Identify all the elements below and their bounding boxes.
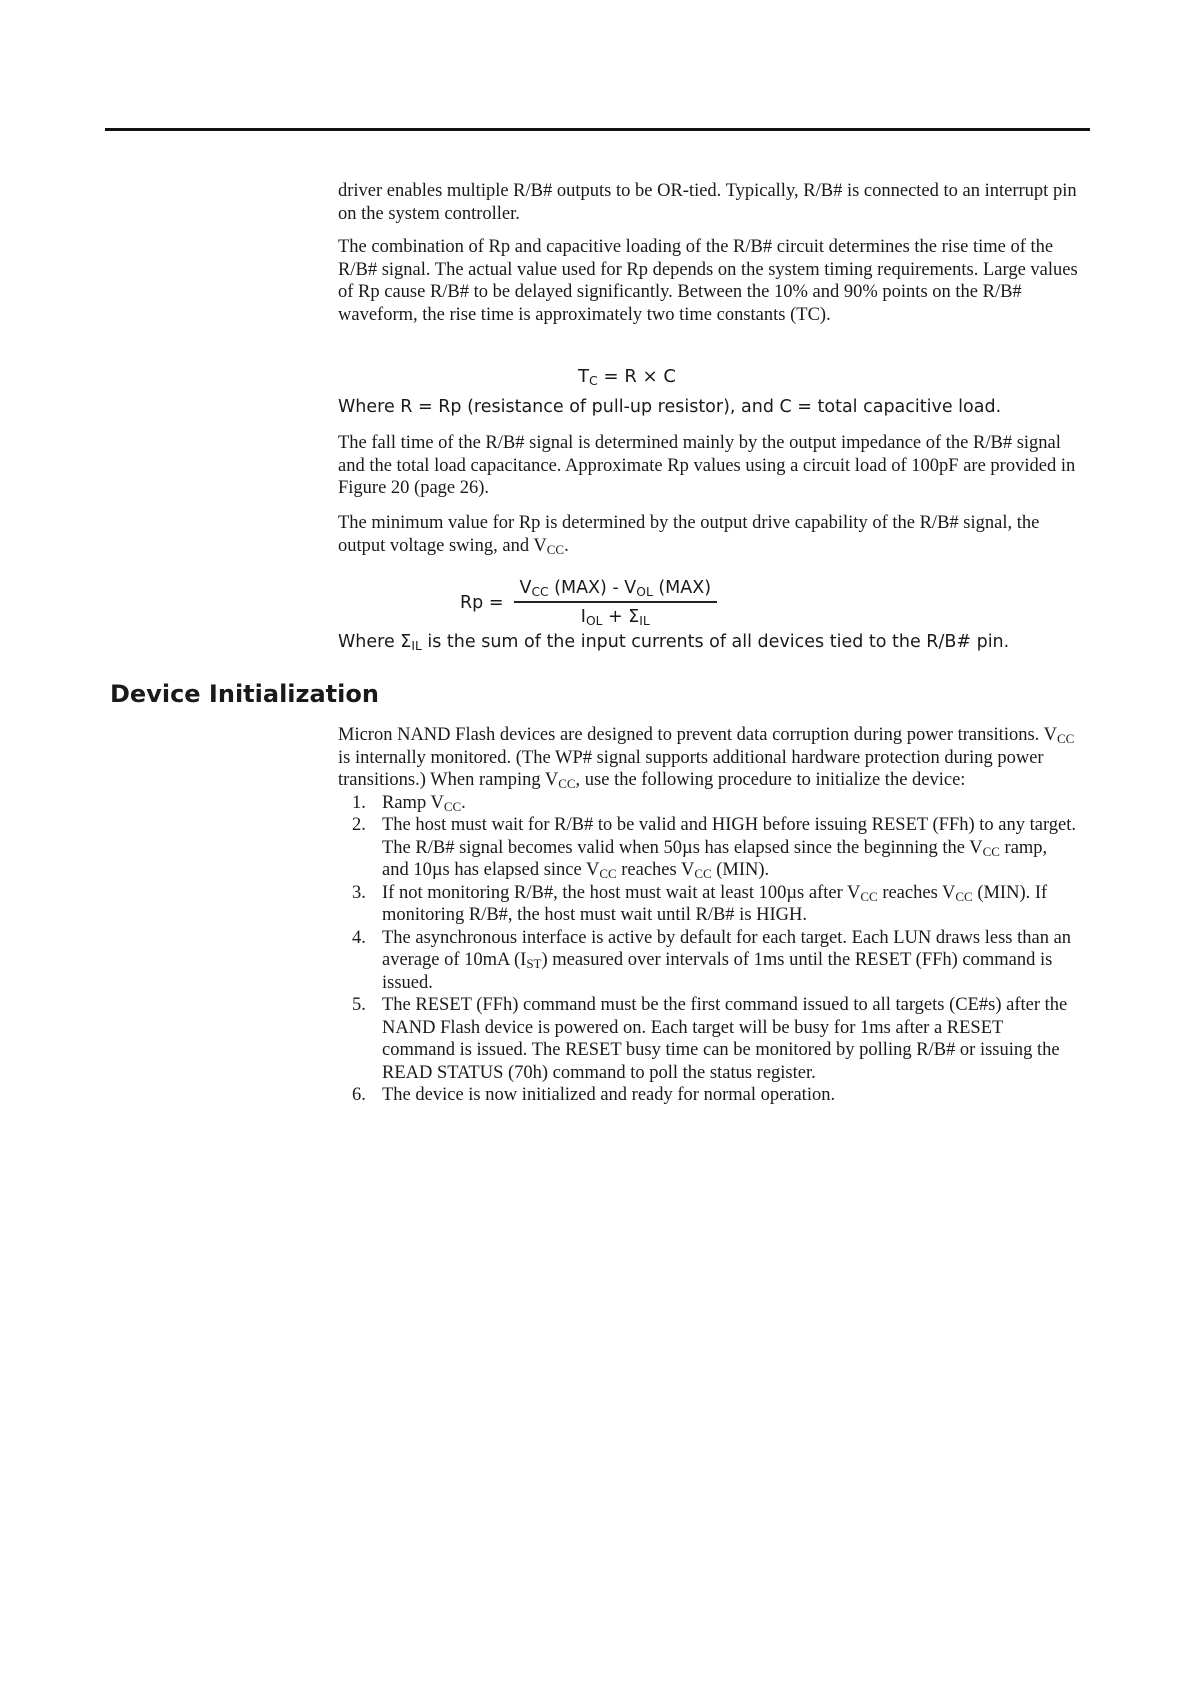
paragraph-fall-time: The fall time of the R/B# signal is determined mainly by the output impedance of the R/B# signal and the total load capacitance. Approximate Rp values using a circuit load of 100pF are provided in Figure 20 (page 26). bbox=[338, 433, 1076, 498]
rp-formula-denominator: $I_{OL} + \Sigma_{IL}$ bbox=[580, 607, 650, 629]
list-item: 6. The device is now initialized and ready for normal operation. bbox=[352, 1085, 836, 1105]
where-sigma-definition: Where $\Sigma_{IL}$ is the sum of the input currents of all devices tied to the R/B# pin. bbox=[338, 632, 1010, 654]
rp-formula-numerator: $V_{CC}$ $(MAX) - V_{OL}$ (MAX) bbox=[519, 578, 712, 600]
paragraph-initialization-intro: Micron NAND Flash devices are designed to prevent data corruption during power transitions. $V_{CC}$ is internally monitored. (The WP# signal supports additional hardware protection during power transitions.) When ramping $V_{CC}$, use the following procedure to initialize the device: bbox=[338, 725, 1075, 792]
eq-tc-rhs: = R × C bbox=[597, 366, 676, 387]
eq-tc-symbol: T bbox=[578, 366, 589, 387]
rp-formula-lhs: Rp = bbox=[460, 592, 504, 613]
rp-formula bbox=[460, 578, 717, 627]
rp-formula-fraction bbox=[514, 578, 718, 627]
section-heading: Device Initialization bbox=[110, 680, 379, 708]
paragraph-rb-driver: driver enables multiple R/B# outputs to be OR-tied. Typically, R/B# is connected to an interrupt pin on the system controller. bbox=[338, 181, 1077, 224]
list-item: 1. Ramp $V_{CC}$. bbox=[352, 792, 466, 814]
list-item: 3. If not monitoring R/B#, the host must wait at least 100µs after $V_{CC}$ reaches $V_{CC}$ (MIN). If monitoring R/B#, the host must wait until R/B# is HIGH. bbox=[352, 882, 1048, 925]
initialization-body bbox=[338, 724, 1078, 1107]
list-item: 2. The host must wait for R/B# to be valid and HIGH before issuing RESET (FFh) to any target. The R/B# signal becomes valid when 50µs has elapsed since the beginning the $V_{CC}$ ramp, and 10µs has elapsed since $V_{CC}$ reaches $V_{CC}$ (MIN). bbox=[352, 815, 1077, 882]
where-r-definition: Where R = Rp (resistance of pull-up resistor), and C = total capacitive load. bbox=[338, 397, 1002, 417]
paragraph-min-rp: The minimum value for Rp is determined by the output drive capability of the R/B# signal, the output voltage swing, and $V_{CC}$. bbox=[338, 513, 1040, 557]
paragraph-rise-time: The combination of Rp and capacitive loading of the R/B# circuit determines the rise time of the R/B# signal. The actual value used for Rp depends on the system timing requirements. Large values of Rp cause R/B# to be delayed significantly. Between the 10% and 90% points on the R/B# waveform, the rise time is approximately two time constants (TC). bbox=[338, 237, 1078, 325]
time-constant-equation bbox=[578, 366, 676, 387]
header-rule bbox=[105, 128, 1090, 131]
initialization-steps bbox=[338, 792, 1078, 1107]
list-item: 4. The asynchronous interface is active by default for each target. Each LUN draws less than an average of 10mA $(I_{ST})$ measured over intervals of 1ms until the RESET (FFh) command is issued. bbox=[352, 927, 1072, 993]
eq-tc-subscript: C bbox=[589, 373, 598, 389]
list-item: 5. The RESET (FFh) command must be the first command issued to all targets (CE#s) after the NAND Flash device is powered on. Each target will be busy for 1ms after a RESET command is issued. The RESET busy time can be monitored by polling R/B# or issuing the READ STATUS (70h) command to poll the status register. bbox=[352, 995, 1068, 1083]
